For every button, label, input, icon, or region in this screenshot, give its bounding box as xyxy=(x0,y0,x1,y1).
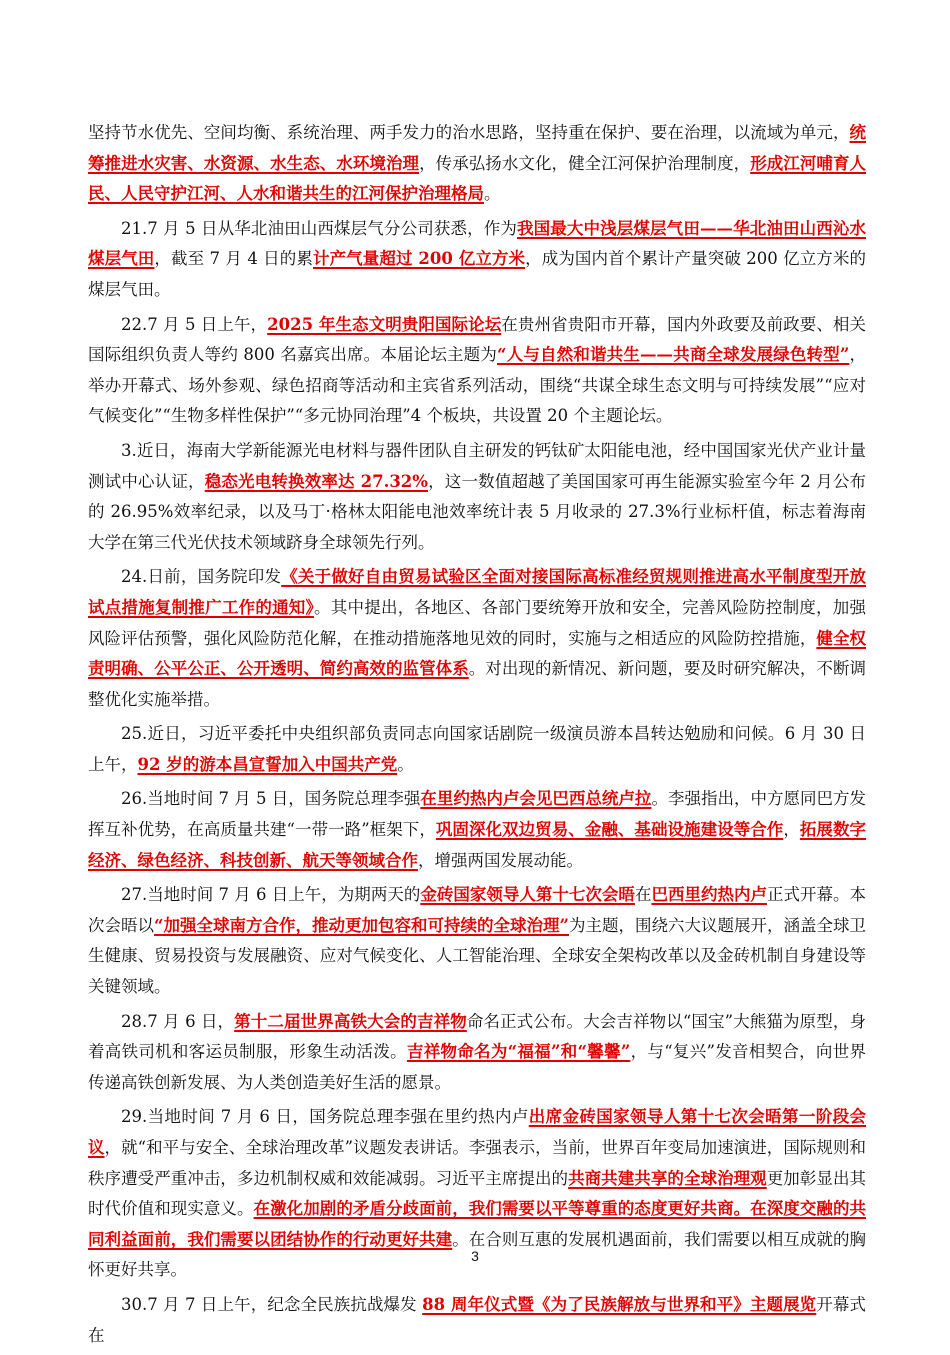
paragraph xyxy=(88,562,866,715)
paragraph xyxy=(88,1007,866,1099)
highlighted-text: 2025 年生态文明贵阳国际论坛 xyxy=(267,314,502,334)
body-text: 。 xyxy=(397,754,414,774)
body-text: ，举办开幕式、场外参观、绿色招商等活动和主宾省系列活动，围绕“共谋全球生态文明与可持续发展”“应对气候变化”“生物多样性保护”“多元协同治理”4 个板块，共设置 20 个主题论坛。 xyxy=(88,345,867,426)
highlighted-text: 巴西里约热内卢 xyxy=(651,885,767,905)
paragraph xyxy=(88,719,866,780)
paragraph xyxy=(88,214,866,306)
body-text: 更加彰显出其时代价值和现实意义。 xyxy=(88,1168,867,1219)
highlighted-text: 第十二届世界高铁大会的吉祥物 xyxy=(234,1011,467,1031)
body-text: 。对出现的新情况、新问题，要及时研究解决，不断调整优化实施举措。 xyxy=(88,659,867,709)
highlighted-text: 我国最大中浅层煤层气田——华北油田山西沁水煤层气田 xyxy=(88,218,866,269)
body-text: 。李强指出，中方愿同巴方发挥互补优势，在高质量共建“一带一路”框架下， xyxy=(88,789,867,840)
highlighted-text: 形成江河哺育人民、人民守护江河、人水和谐共生的江河保护治理格局 xyxy=(88,153,867,204)
highlighted-text: 统筹推进水灾害、水资源、水生态、水环境治理 xyxy=(88,123,866,173)
body-text: ，传承弘扬水文化，健全江河保护治理制度， xyxy=(419,153,751,173)
body-text: 21.7 月 5 日从华北油田山西煤层气分公司获悉，作为 xyxy=(121,218,517,238)
highlighted-text: “人与自然和谐共生——共商全球发展绿色转型” xyxy=(497,345,850,365)
body-text: ，增强两国发展动能。 xyxy=(418,850,583,870)
body-text: 开幕式在 xyxy=(88,1294,867,1345)
body-text: 25.近日，习近平委托中央组织部负责同志向国家话剧院一级演员游本昌转达勉励和问候。6 月 30 日上午， xyxy=(88,724,866,774)
highlighted-text: 吉祥物命名为“福福”和“馨馨” xyxy=(406,1042,631,1062)
body-text: ， xyxy=(783,820,800,840)
body-text: 。其中提出，各地区、各部门要统筹开放和安全，完善风险防控制度，加强风险评估预警，强化风险防范化解，在推动措施落地见效的同时，实施与之相适应的风险防控措施， xyxy=(88,597,867,648)
body-text: 为主题，围绕六大议题展开，涵盖全球卫生健康、贸易投资与发展融资、应对气候变化、人工智能治理、全球安全架构改革以及金砖机制自身建设等关键领域。 xyxy=(88,915,867,997)
body-text: 27.当地时间 7 月 6 日上午，为期两天的 xyxy=(121,885,421,905)
paragraph xyxy=(88,436,866,558)
highlighted-text: 稳态光电转换效率达 27.32% xyxy=(204,471,428,491)
highlighted-text: 健全权责明确、公平公正、公开透明、简约高效的监管体系 xyxy=(88,628,867,679)
highlighted-text: 出席金砖国家领导人第十七次会晤第一阶段会议 xyxy=(88,1107,867,1157)
highlighted-text: 拓展数字经济、绿色经济、科技创新、航天等领域合作 xyxy=(88,820,867,870)
body-text: 坚持节水优先、空间均衡、系统治理、两手发力的治水思路，坚持重在保护、要在治理，以流域为单元， xyxy=(88,123,850,142)
body-text: ，与“复兴”发音相契合，向世界传递高铁创新发展、为人类创造美好生活的愿景。 xyxy=(88,1042,866,1092)
highlighted-text: 巩固深化双边贸易、金融、基础设施建设等合作 xyxy=(435,820,784,840)
paragraph xyxy=(88,1290,866,1351)
body-text: 在 xyxy=(634,885,652,905)
paragraph xyxy=(88,880,866,1002)
paragraph xyxy=(88,310,866,432)
body-text: 命名正式公布。大会吉祥物以“国宝”大熊猫为原型，身着高铁司机和客运员制服，形象生动活泼。 xyxy=(88,1011,866,1062)
body-text: 在贵州省贵阳市开幕，国内外政要及前政要、相关国际组织负责人等约 800 名嘉宾出席。本届论坛主题为 xyxy=(88,314,866,365)
body-text: 24.日前，国务院印发 xyxy=(121,567,282,587)
body-text: ，这一数值超越了美国国家可再生能源实验室今年 2 月公布的 26.95%效率纪录，以及马丁·格林太阳能电池效率统计表 5 月收录的 27.3%行业标杆值，标志着海南大学在第三代光伏技术领域跻身全球领先行列。 xyxy=(88,471,867,552)
highlighted-text: 88 周年仪式暨《为了民族解放与世界和平》主题展览 xyxy=(422,1294,817,1314)
highlighted-text: 金砖国家领导人第十七次会晤 xyxy=(420,885,635,905)
body-text: 。在合则互惠的发展机遇面前，我们需要以相互成就的胸怀更好共享。 xyxy=(88,1229,867,1280)
paragraph xyxy=(88,784,866,876)
body-text: ，成为国内首个累计产量突破 200 亿立方米的煤层气田。 xyxy=(88,249,867,299)
highlighted-text: “加强全球南方合作，推动更加包容和可持续的全球治理” xyxy=(154,915,570,935)
body-text: 29.当地时间 7 月 6 日，国务院总理李强在里约热内卢 xyxy=(121,1107,529,1127)
body-text: ，就“和平与安全、全球治理改革”议题发表讲话。李强表示，当前，世界百年变局加速演进，国际规则和秩序遭受严重冲击，多边机制权威和效能减弱。习近平主席提出的 xyxy=(88,1138,866,1188)
highlighted-text: 《关于做好自由贸易试验区全面对接国际高标准经贸规则推进高水平制度型开放试点措施复制推广工作的通知》 xyxy=(88,567,867,617)
body-text: 。 xyxy=(484,184,501,204)
document-body xyxy=(88,118,866,1355)
highlighted-text: 共商共建共享的全球治理观 xyxy=(568,1168,767,1188)
body-text: 30.7 月 7 日上午，纪念全民族抗战爆发 xyxy=(121,1294,423,1314)
body-text: 3.近日，海南大学新能源光电材料与器件团队自主研发的钙钛矿太阳能电池，经中国国家光伏产业计量测试中心认证， xyxy=(88,440,866,491)
body-text: 22.7 月 5 日上午， xyxy=(121,314,268,334)
body-text: ，截至 7 月 4 日的累 xyxy=(154,249,313,269)
body-text: 28.7 月 6 日， xyxy=(121,1011,235,1031)
paragraph xyxy=(88,118,866,210)
body-text: 正式开幕。本次会晤以 xyxy=(88,885,867,935)
highlighted-text: 在里约热内卢会见巴西总统卢拉 xyxy=(420,789,652,809)
highlighted-text: 92 岁的游本昌宣誓加入中国共产党 xyxy=(137,754,398,774)
highlighted-text: 在激化加剧的矛盾分歧面前，我们需要以平等尊重的态度更好共商。在深度交融的共同利益面前，我们需要以团结协作的行动更好共建 xyxy=(88,1199,867,1249)
page-number: 3 xyxy=(471,1248,479,1264)
body-text: 26.当地时间 7 月 5 日，国务院总理李强 xyxy=(121,789,421,809)
highlighted-text: 计产气量超过 200 亿立方米 xyxy=(312,249,526,269)
